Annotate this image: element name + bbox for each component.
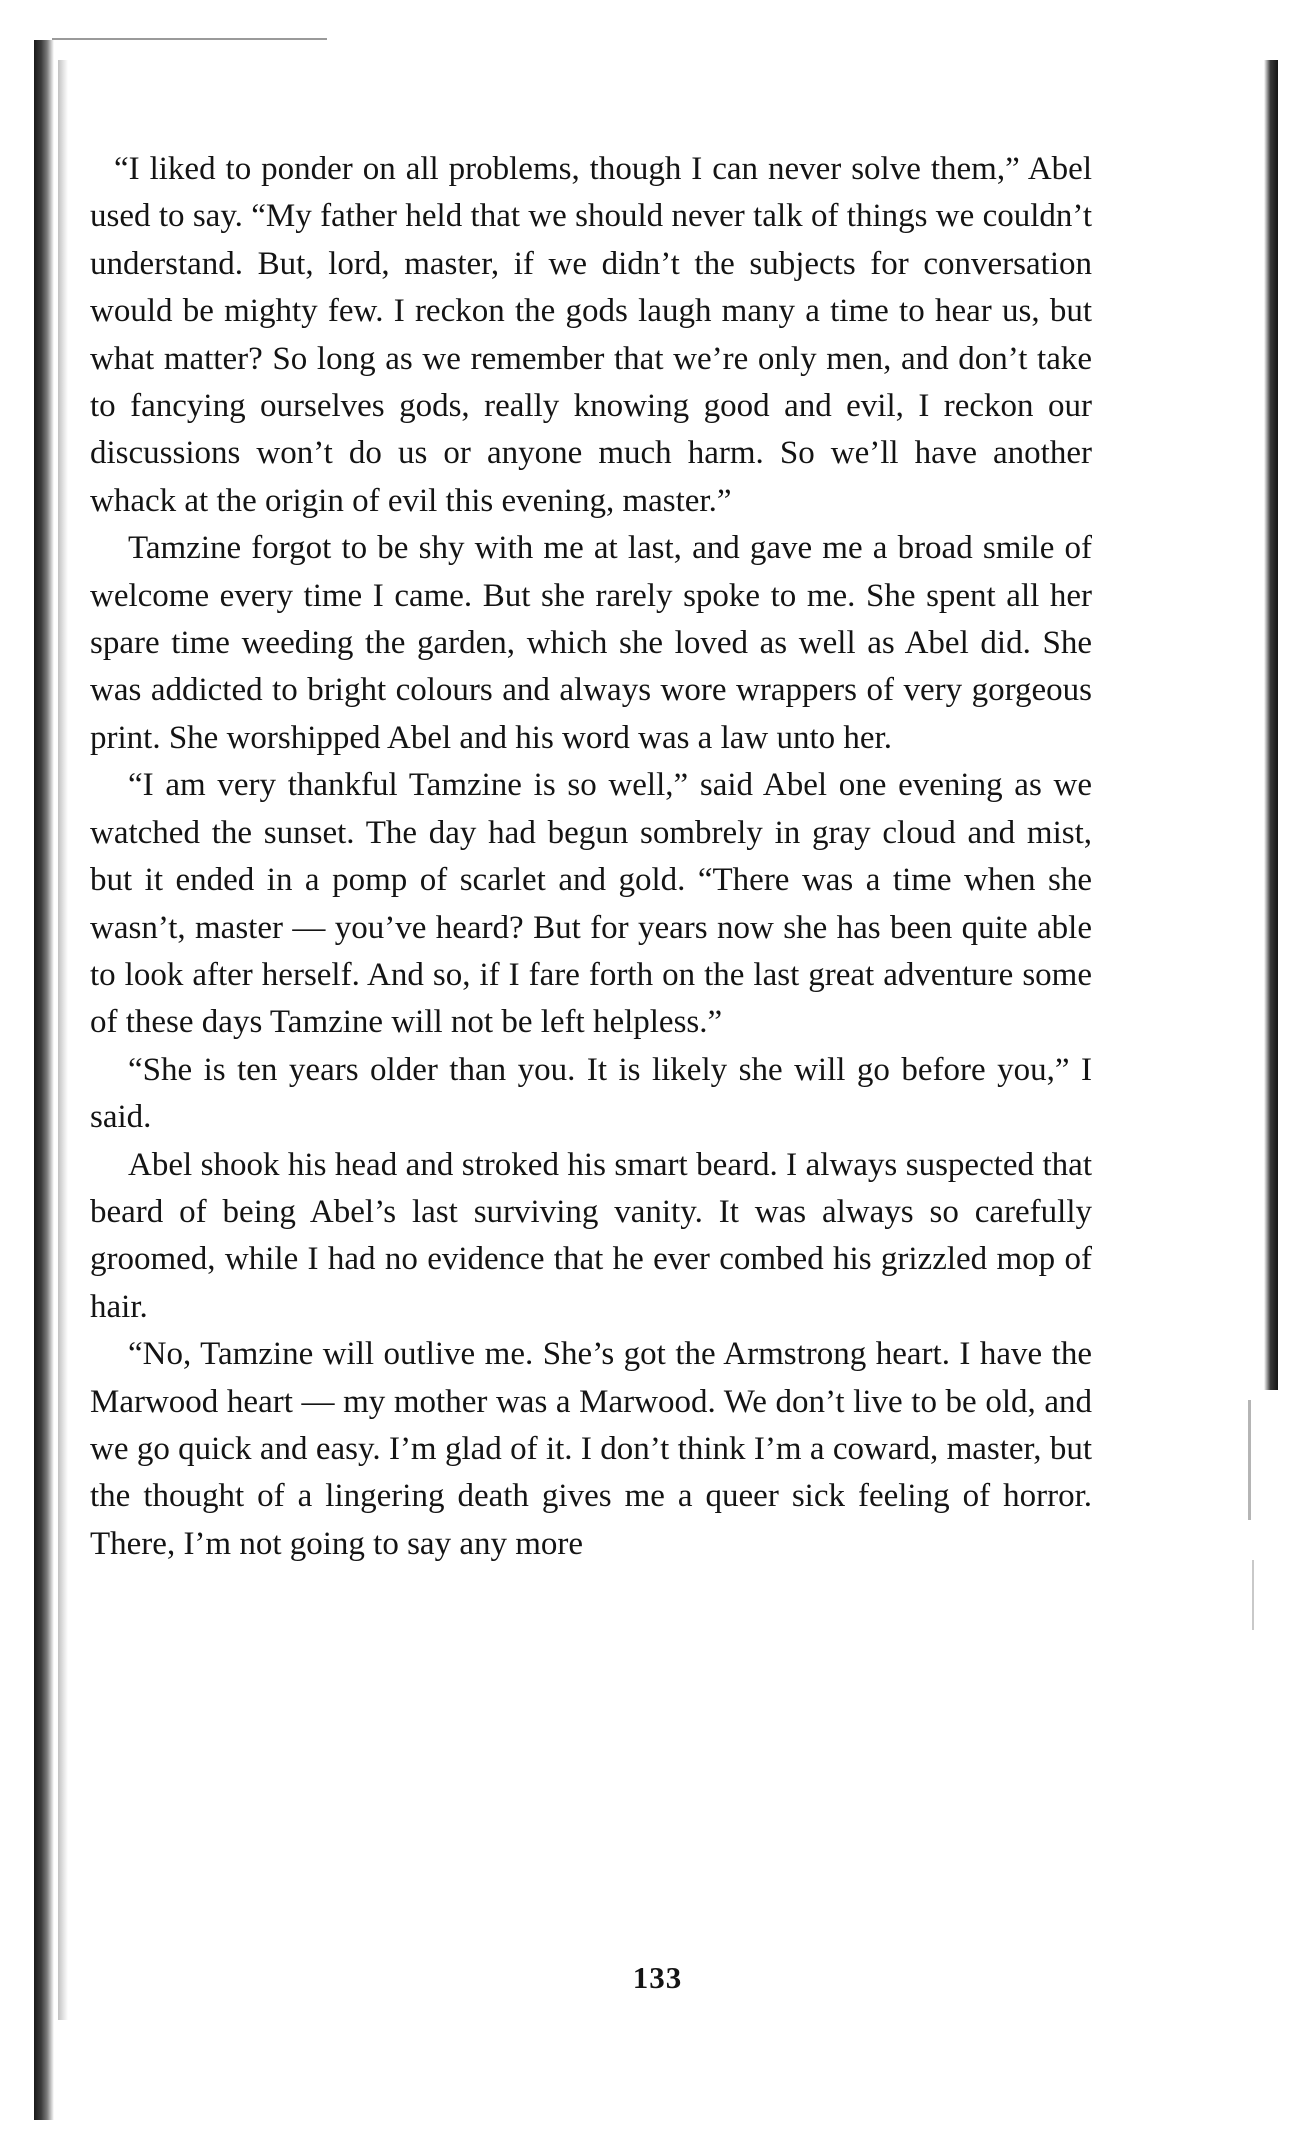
scan-binding-shadow-left-inner (58, 60, 68, 2020)
scan-speck (1252, 1560, 1254, 1630)
page-number: 133 (632, 1960, 683, 1995)
paragraph: “She is ten years older than you. It is likely she will go before you,” I said. (90, 1051, 1092, 1136)
page-body-text (90, 146, 1092, 1568)
paragraph: “No, Tamzine will outlive me. She’s got the Armstrong heart. I have the Marwood heart — my mother was a Marwood. We don’t live to be old, and we go quick and easy. I’m glad of it. I don’t think I’m a coward, master, but the thought of a lingering death gives me a queer sick feeling of horror. There, I’m not going to say any more (90, 1336, 1092, 1562)
paragraph: Abel shook his head and stroked his smart beard. I always suspected that beard of being Abel’s last surviving vanity. It was always so carefully groomed, while I had no evidence that he ever combed his grizzled mop of hair. (90, 1146, 1092, 1325)
scan-speck (1248, 1400, 1251, 1520)
paragraph: “I liked to ponder on all problems, though I can never solve them,” Abel used to say. “My father held that we should never talk of things we couldn’t understand. But, lord, master, if we didn’t the subjects for conversation would be mighty few. I reckon the gods laugh many a time to hear us, but what matter? So long as we remember that we’re only men, and don’t take to fancying ourselves gods, really knowing good and evil, I reckon our discussions won’t do us or anyone much harm. So we’ll have another whack at the origin of evil this evening, master.” (90, 151, 1092, 519)
scan-edge-shadow-right (1264, 60, 1278, 1390)
scan-binding-shadow-left (34, 40, 54, 2120)
scan-top-edge-line (52, 38, 327, 40)
paragraph: Tamzine forgot to be shy with me at last, and gave me a broad smile of welcome every time I came. But she rarely spoke to me. She spent all her spare time weeding the garden, which she loved as well as Abel did. She was addicted to bright colours and always wore wrappers of very gorgeous print. She worshipped Abel and his word was a law unto her. (90, 530, 1092, 756)
paragraph: “I am very thankful Tamzine is so well,” said Abel one evening as we watched the sunset. The day had begun sombrely in gray cloud and mist, but it ended in a pomp of scarlet and gold. “There was a time when she wasn’t, master — you’ve heard? But for years now she has been quite able to look after herself. And so, if I fare forth on the last great adventure some of these days Tamzine will not be left helpless.” (90, 767, 1092, 1041)
